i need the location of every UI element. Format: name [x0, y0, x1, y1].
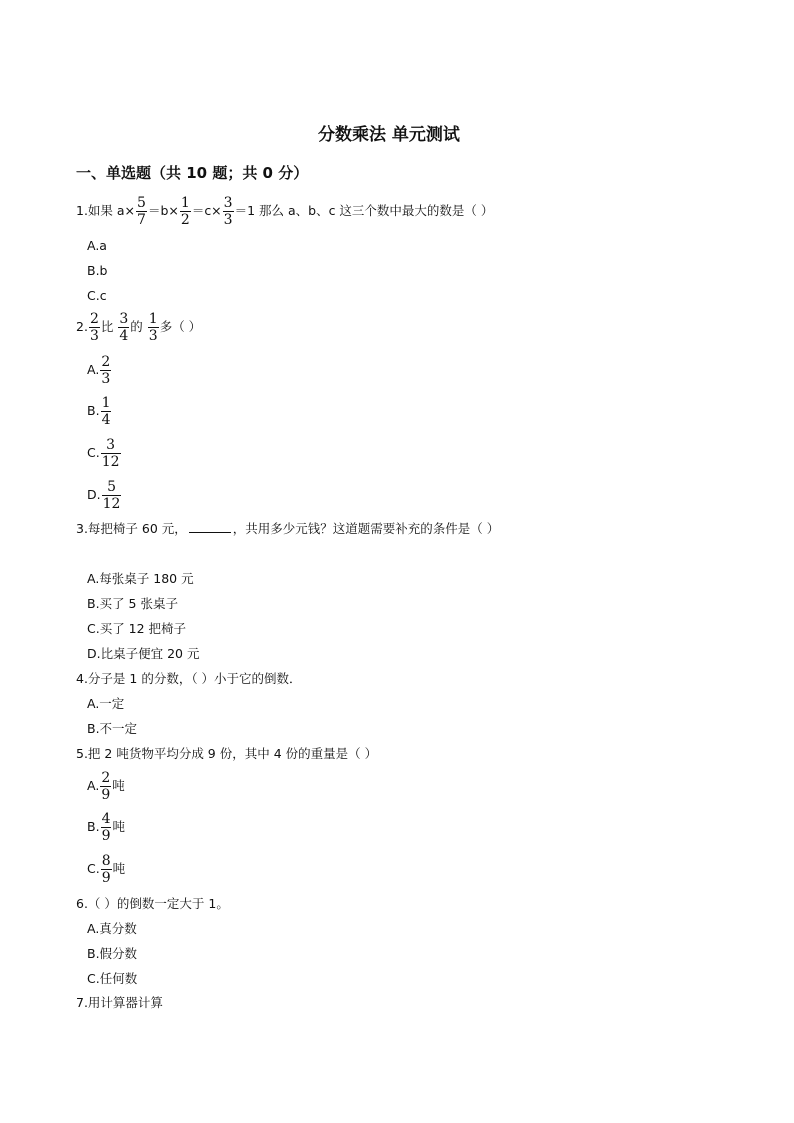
option-1b[interactable]: B.b [87, 263, 108, 278]
question-6: 6.（ ）的倒数一定大于 1。 [76, 896, 229, 911]
question-2-text: 比 [100, 319, 114, 334]
option-5a[interactable]: A. $\frac{2}{9}$ 吨 [87, 770, 125, 803]
question-5: 5.把 2 吨货物平均分成 9 份，其中 4 份的重量是（ ） [76, 746, 378, 761]
answer-blank[interactable] [189, 520, 231, 533]
option-3b[interactable]: B.买了 5 张桌子 [87, 596, 178, 611]
question-2-text: 的 [130, 319, 143, 334]
fraction: $\frac{3}{4}$ [119, 311, 129, 344]
document-title: 分数乘法 单元测试 [318, 125, 460, 145]
question-2-number: 2. [76, 319, 88, 334]
option-1c[interactable]: C.c [87, 288, 107, 303]
question-7: 7.用计算器计算 [76, 995, 163, 1010]
question-4: 4.分子是 1 的分数，（ ）小于它的倒数． [76, 671, 302, 686]
fraction: $\frac{1}{3}$ [148, 311, 158, 344]
question-1-suffix: ＝1 那么 a、b、c 这三个数中最大的数是（ ） [234, 203, 494, 218]
fraction: $\frac{5}{7}$ [137, 195, 146, 228]
question-2-suffix: 多（ ） [159, 319, 202, 334]
fraction: $\frac{2}{3}$ [89, 311, 99, 344]
option-3a[interactable]: A.每张桌子 180 元 [87, 571, 194, 586]
fraction: $\frac{1}{2}$ [180, 195, 190, 228]
option-3c[interactable]: C.买了 12 把椅子 [87, 621, 187, 636]
option-3d[interactable]: D.比桌子便宜 20 元 [87, 646, 200, 661]
option-6b[interactable]: B.假分数 [87, 946, 138, 961]
option-2d[interactable]: D. $\frac{5}{12}$ [87, 479, 121, 512]
fraction: $\frac{3}{3}$ [223, 195, 233, 228]
question-3-suffix: ，共用多少元钱？这道题需要补充的条件是（ ） [232, 521, 500, 536]
section-header: 一、单选题（共 10 题；共 0 分） [76, 164, 309, 182]
option-4b[interactable]: B.不一定 [87, 721, 138, 736]
option-2c[interactable]: C. $\frac{3}{12}$ [87, 437, 120, 470]
option-1a[interactable]: A.a [87, 238, 107, 253]
option-5c[interactable]: C. $\frac{8}{9}$ 吨 [87, 853, 126, 886]
question-1-text: ＝c× [191, 203, 222, 218]
question-1 [76, 196, 493, 227]
question-3 [76, 520, 499, 538]
option-2a[interactable]: A. $\frac{2}{3}$ [87, 354, 111, 387]
question-2 [76, 312, 201, 343]
option-6c[interactable]: C.任何数 [87, 971, 138, 986]
question-1-prefix: 1.如果 a× [76, 203, 136, 218]
option-6a[interactable]: A.真分数 [87, 921, 137, 936]
option-2b[interactable]: B. $\frac{1}{4}$ [87, 395, 111, 428]
question-3-prefix: 3.每把椅子 60 元， [76, 521, 187, 536]
question-1-text: ＝b× [147, 203, 179, 218]
option-5b[interactable]: B. $\frac{4}{9}$ 吨 [87, 811, 125, 844]
option-4a[interactable]: A.一定 [87, 696, 125, 711]
